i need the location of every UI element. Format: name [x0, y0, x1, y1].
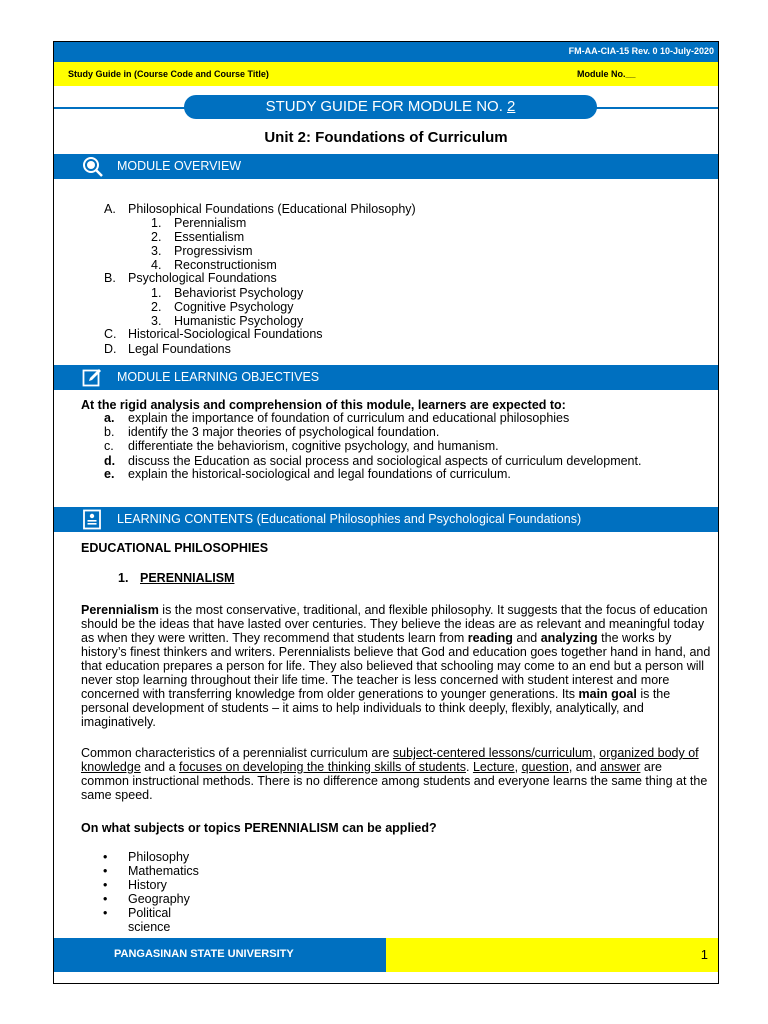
text-run: Common characteristics of a perennialist curriculum are — [81, 746, 393, 760]
text-run: , — [592, 746, 600, 760]
overview-marker: 4. — [151, 258, 162, 272]
objective-marker: e. — [104, 467, 115, 481]
term-main-goal: main goal — [578, 687, 637, 701]
overview-item: Humanistic Psychology — [174, 314, 304, 328]
overview-item: Perennialism — [174, 216, 247, 230]
form-code-bar — [54, 42, 718, 62]
edit-icon — [82, 367, 103, 388]
objective-item: discuss the Education as social process and sociological aspects of curriculum development. — [128, 454, 642, 468]
learning-contents-heading: LEARNING CONTENTS (Educational Philosophies and Psychological Foundations) — [117, 512, 582, 526]
overview-marker-c: C. — [104, 327, 117, 341]
list-item: Geography — [128, 892, 190, 906]
item-number: 1. — [118, 571, 129, 585]
module-overview-heading: MODULE OVERVIEW — [117, 159, 242, 173]
title-prefix: STUDY GUIDE FOR MODULE NO. — [265, 98, 508, 115]
overview-marker: 1. — [151, 216, 162, 230]
overview-marker: 3. — [151, 314, 162, 328]
bullet: • — [103, 850, 108, 864]
document-icon — [82, 509, 103, 530]
text-run: are common instructional methods. There is no difference among students and everyone learns the same thing at the same speed. — [81, 760, 708, 802]
text-run: the works by history’s finest thinkers and writers. Perennialists believe that God and education goes together hand in hand, and that education prepares a person for life. They also believed that schooling may come to an end but a person will never stop learning throughout their life time. The teacher is less concerned with student interest and more concerned with transferring knowledge from older generations to younger generations. Its — [81, 631, 711, 701]
page-number: 1 — [700, 947, 708, 962]
subjects-question: On what subjects or topics PERENNIALISM can be applied? — [81, 821, 437, 835]
underlined-term: subject-centered lessons/curriculum — [392, 746, 593, 760]
module-no-label: Module No.__ — [577, 69, 636, 79]
overview-item: Reconstructionism — [174, 258, 277, 272]
objectives-intro: At the rigid analysis and comprehension of this module, learners are expected to: — [81, 398, 566, 412]
overview-marker: 2. — [151, 300, 162, 314]
overview-marker: 1. — [151, 286, 162, 300]
overview-item: Essentialism — [174, 230, 245, 244]
text-run: , and — [568, 760, 601, 774]
perennialism-heading: PERENNIALISM — [140, 571, 235, 585]
bullet: • — [103, 878, 108, 892]
overview-item-b: Psychological Foundations — [128, 271, 277, 285]
footer-page-bar — [386, 938, 718, 972]
bullet: • — [103, 906, 108, 920]
text-run: and a — [140, 760, 179, 774]
objective-item: explain the importance of foundation of curriculum and educational philosophies — [128, 411, 570, 425]
overview-item: Progressivism — [174, 244, 253, 258]
university-name: PANGASINAN STATE UNIVERSITY — [114, 948, 294, 960]
bullet: • — [103, 864, 108, 878]
overview-item-c: Historical-Sociological Foundations — [128, 327, 323, 341]
objective-marker: c. — [104, 439, 114, 453]
term-reading: reading — [467, 631, 513, 645]
module-overview-bar — [54, 154, 718, 179]
course-label: Study Guide in (Course Code and Course Title) — [68, 69, 269, 79]
overview-marker: 2. — [151, 230, 162, 244]
list-item: Philosophy — [128, 850, 190, 864]
objective-item: identify the 3 major theories of psychological foundation. — [128, 425, 440, 439]
list-item: Political science — [128, 906, 172, 934]
list-item: History — [128, 878, 167, 892]
form-code: FM-AA-CIA-15 Rev. 0 10-July-2020 — [568, 46, 714, 56]
list-item: Mathematics — [128, 864, 199, 878]
underlined-term: focuses on developing the thinking skills of students — [179, 760, 466, 774]
text-run: , — [514, 760, 522, 774]
study-guide-title — [184, 95, 597, 119]
text-run: and — [512, 631, 541, 645]
perennialism-paragraph — [81, 603, 711, 729]
overview-item: Cognitive Psychology — [174, 300, 294, 314]
educational-philosophies-heading: EDUCATIONAL PHILOSOPHIES — [81, 541, 269, 555]
overview-marker-a: A. — [104, 202, 116, 216]
term-analyzing: analyzing — [540, 631, 598, 645]
overview-item-d: Legal Foundations — [128, 342, 231, 356]
objective-item: explain the historical-sociological and legal foundations of curriculum. — [128, 467, 511, 481]
unit-title: Unit 2: Foundations of Curriculum — [264, 129, 508, 146]
text-run: is the personal development of students – it aims to help individuals to think deeply, flexibly, analytically, and imaginatively. — [81, 687, 671, 729]
module-number: 2 — [507, 98, 516, 115]
text-run: is the most conservative, traditional, and flexible philosophy. It suggests that the focus of education should be the ideas that have lasted over centuries. They believe the ideas are as relevant and meaningful today as when they were written. They recommend that students learn from — [81, 603, 708, 645]
bullet: • — [103, 892, 108, 906]
overview-marker-b: B. — [104, 271, 116, 285]
objective-marker: b. — [104, 425, 115, 439]
characteristics-paragraph — [81, 746, 711, 802]
learning-objectives-heading: MODULE LEARNING OBJECTIVES — [117, 370, 320, 384]
text-run: . — [465, 760, 473, 774]
learning-contents-bar — [54, 507, 718, 532]
overview-marker-d: D. — [104, 342, 117, 356]
course-bar — [54, 62, 718, 86]
term-perennialism: Perennialism — [81, 603, 159, 617]
overview-item: Behaviorist Psychology — [174, 286, 304, 300]
learning-objectives-bar — [54, 365, 718, 390]
footer-university-bar — [54, 938, 386, 972]
overview-marker: 3. — [151, 244, 162, 258]
objective-marker: d. — [104, 454, 116, 468]
underlined-term: answer — [600, 760, 641, 774]
objective-item: differentiate the behaviorism, cognitive psychology, and humanism. — [128, 439, 499, 453]
objective-marker: a. — [104, 411, 115, 425]
overview-item-a: Philosophical Foundations (Educational Philosophy) — [128, 202, 416, 216]
underlined-term: question — [521, 760, 569, 774]
underlined-term: organized body of knowledge — [81, 746, 699, 774]
magnifier-icon — [82, 156, 103, 177]
underlined-term: Lecture — [472, 760, 515, 774]
